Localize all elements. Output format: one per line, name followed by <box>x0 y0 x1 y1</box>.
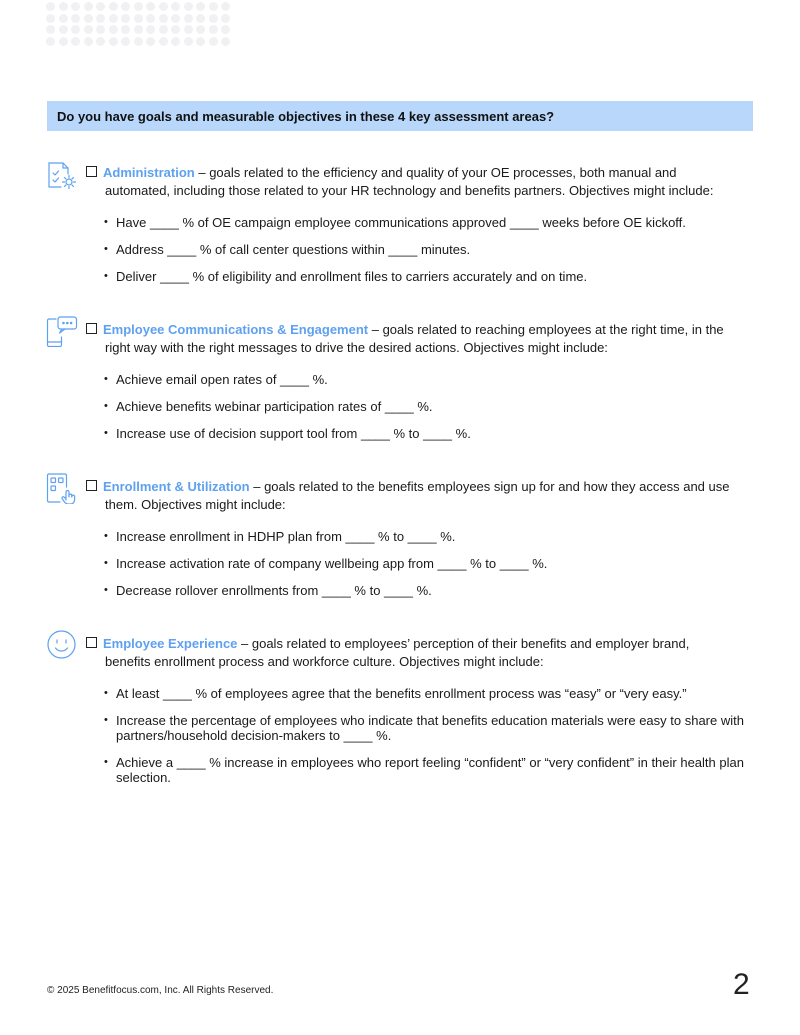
description-line-2: automated, including those related to your HR technology and benefits partners. Objectives might include: <box>105 183 714 198</box>
section-heading: Administration <box>103 165 195 180</box>
list-item: • Achieve email open rates of ____ %. <box>104 372 744 387</box>
tablet-touch-icon <box>46 472 78 504</box>
enrollment-checkbox[interactable] <box>86 480 97 491</box>
list-item: • Achieve a ____ % increase in employees who report feeling “confident” or “very confident” in their health plan selection. <box>104 755 744 785</box>
section-heading: Employee Experience <box>103 636 238 651</box>
copyright-footer: © 2025 Benefitfocus.com, Inc. All Rights Reserved. <box>47 985 274 996</box>
section-description <box>86 635 736 671</box>
list-item: • Increase use of decision support tool from ____ % to ____ %. <box>104 426 744 441</box>
objectives-list <box>104 215 744 284</box>
decorative-dot-grid <box>46 2 231 46</box>
list-item: • Achieve benefits webinar participation rates of ____ %. <box>104 399 744 414</box>
experience-checkbox[interactable] <box>86 637 97 648</box>
section-description <box>86 478 736 514</box>
smiley-face-icon <box>46 629 78 661</box>
description-line-2: benefits enrollment process and workforce culture. Objectives might include: <box>105 654 544 669</box>
list-item: • Have ____ % of OE campaign employee communications approved ____ weeks before OE kickoff. <box>104 215 744 230</box>
objectives-list <box>104 529 744 598</box>
banner-text: Do you have goals and measurable objectives in these 4 key assessment areas? <box>57 108 555 124</box>
list-item: • Increase enrollment in HDHP plan from ____ % to ____ %. <box>104 529 744 544</box>
section-heading: Employee Communications & Engagement <box>103 322 369 337</box>
section-heading: Enrollment & Utilization <box>103 479 250 494</box>
list-item: • Address ____ % of call center questions within ____ minutes. <box>104 242 744 257</box>
list-item: • Decrease rollover enrollments from ____ % to ____ %. <box>104 583 744 598</box>
description-line-1: – goals related to reaching employees at the right time, in the <box>368 322 724 337</box>
section-description <box>86 164 736 200</box>
communications-checkbox[interactable] <box>86 323 97 334</box>
checklist-gear-icon <box>46 158 78 190</box>
list-item: • Deliver ____ % of eligibility and enrollment files to carriers accurately and on time. <box>104 269 744 284</box>
assessment-question-banner <box>47 101 753 131</box>
page-number: 2 <box>733 968 750 1001</box>
description-line-2: right way with the right messages to drive the desired actions. Objectives might include: <box>105 340 608 355</box>
description-line-2: them. Objectives might include: <box>105 497 286 512</box>
list-item: • Increase activation rate of company wellbeing app from ____ % to ____ %. <box>104 556 744 571</box>
list-item: • At least ____ % of employees agree that the benefits enrollment process was “easy” or “very easy.” <box>104 686 744 701</box>
administration-checkbox[interactable] <box>86 166 97 177</box>
objectives-list <box>104 686 744 785</box>
description-line-1: – goals related to employees’ perception of their benefits and employer brand, <box>237 636 690 651</box>
section-description <box>86 321 736 357</box>
list-item: • Increase the percentage of employees who indicate that benefits education materials were easy to share with partners/household decision-makers to ____ %. <box>104 713 744 743</box>
phone-chat-icon <box>46 315 78 347</box>
description-line-1: – goals related to the benefits employees sign up for and how they access and use <box>249 479 730 494</box>
objectives-list <box>104 372 744 441</box>
description-line-1: – goals related to the efficiency and quality of your OE processes, both manual and <box>194 165 677 180</box>
